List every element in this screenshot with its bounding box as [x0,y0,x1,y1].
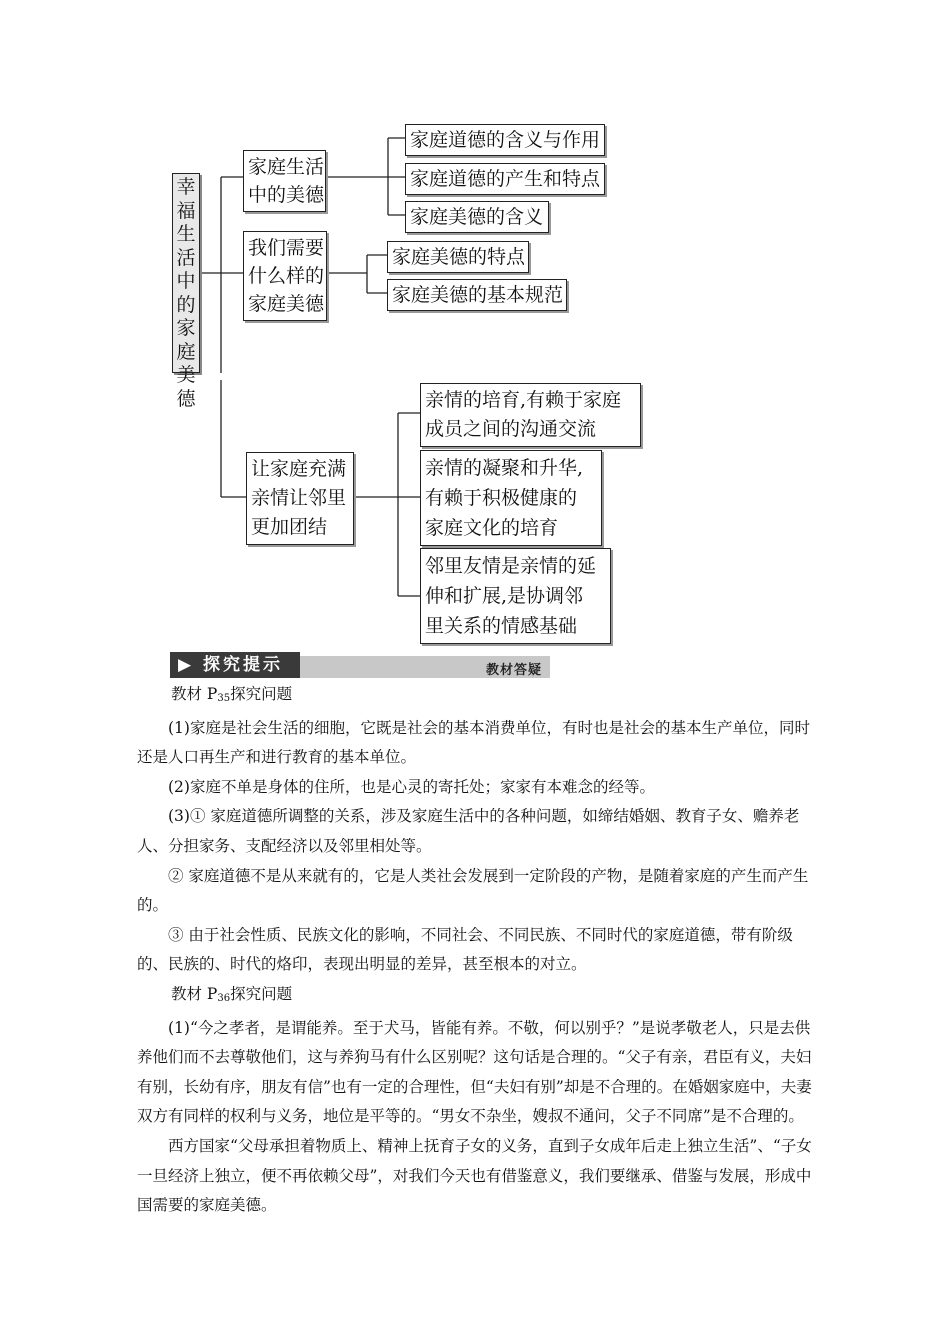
node-line: 亲情让邻里 [251,487,347,509]
root-char: 幸 [176,176,196,198]
paragraph: (3)① 家庭道德所调整的关系，涉及家庭生活中的各种问题，如缔结婚姻、教育子女、赡养老人、分担家务、支配经济以及邻里相处等。 [137,807,800,855]
leaf-text: 亲情的培育,有赖于家庭 [425,389,622,411]
node-line: 中的美德 [248,184,325,206]
leaf-text: 邻里友情是亲情的延 [425,555,597,577]
leaf-virtue-features [387,241,529,273]
leaf-text: 里关系的情感基础 [425,615,578,637]
paragraph: (2)家庭不单是身体的住所，也是心灵的寄托处；家家有本难念的经等。 [168,777,655,796]
leaf-text: 有赖于积极健康的 [425,487,578,509]
leaf-text: 伸和扩展,是协调邻 [425,585,584,607]
leaf-neighborly-friendship [420,548,611,644]
leaf-text: 家庭文化的培育 [425,517,559,539]
root-char: 活 [176,246,196,269]
root-char: 福 [176,199,196,222]
banner-bar [288,656,550,678]
banner-left-label: 探究提示 [203,655,283,675]
leaf-text: 家庭道德的产生和特点 [410,168,601,190]
root-char: 生 [176,223,196,245]
section1-title: 教材 $P_{35}$探究问题 [171,685,293,704]
leaf-text: 亲情的凝聚和升华, [425,457,584,479]
leaf-text: 家庭道德的含义与作用 [410,129,601,151]
root-char: 德 [176,387,196,410]
banner-left [170,652,300,678]
answer-text [137,680,817,1221]
root-char: 庭 [176,340,196,363]
leaf-affection-cultivation [420,383,641,447]
root-char: 美 [176,364,196,386]
paragraph: ③ 由于社会性质、民族文化的影响，不同社会、不同民族、不同时代的家庭道德，带有阶级的、民族的、时代的烙印，表现出明显的差异，甚至根本的对立。 [137,925,793,974]
paragraph: ② 家庭道德不是从来就有的，它是人类社会发展到一定阶段的产物，是随着家庭的产生而产生的。 [137,866,809,915]
leaf-virtue-norms [387,279,567,311]
leaf-text: 成员之间的沟通交流 [425,418,597,440]
leaf-text: 家庭美德的含义 [410,206,544,228]
triangle-icon: ▶ [178,655,195,675]
root-char: 中 [176,270,196,292]
leaf-virtue-meaning [405,201,549,233]
section2-title: 教材 $P_{36}$探究问题 [171,984,293,1004]
leaf-text: 家庭美德的特点 [392,246,526,268]
paragraph: (1)家庭是社会生活的细胞，它既是社会的基本消费单位，有时也是社会的基本生产单位，同时还是人口再生产和进行教育的基本单位。 [137,718,810,767]
leaf-moral-origin [405,163,605,195]
node-line: 更加团结 [251,516,328,538]
leaf-affection-sublimation [420,450,602,546]
branch-family-life-virtues [243,150,326,212]
node-line: 什么样的 [248,265,325,287]
banner-right-label: 教材答疑 [485,663,542,678]
node-line: 我们需要 [248,237,325,259]
branch-what-virtues [243,231,327,321]
mindmap-root [172,173,200,410]
paragraph: (1)“今之孝者，是谓能养。至于犬马，皆能有养。不敬，何以别乎？”是说孝敬老人，只是去供养他们而不去尊敬他们，这与养狗马有什么区别呢？这句话是合理的。“父子有亲，君臣有义，夫妇有别，长幼有序，朋友有信”也有一定的合理性，但“夫妇有别”却是不合理的。在婚姻家庭中，夫妻双方有同样的权利与义务，地位是平等的。“男女不杂坐，嫂叔不通问，父子不同席”是不合理的。 [137,1018,812,1126]
node-line: 家庭美德 [248,293,325,315]
leaf-moral-meaning [405,124,605,156]
paragraph: 西方国家“父母承担着物质上、精神上抚育子女的义务，直到子女成年后走上独立生活”、“子女一旦经济上独立，便不再依赖父母”，对我们今天也有借鉴意义，我们要继承、借鉴与发展，形成中国需要的家庭美德。 [137,1136,812,1215]
node-line: 家庭生活 [248,156,325,178]
section-banner [170,652,550,678]
root-char: 的 [176,293,196,316]
leaf-text: 家庭美德的基本规范 [392,284,564,306]
node-line: 让家庭充满 [251,458,347,480]
root-char: 家 [176,317,196,339]
branch-affection-neighbors [246,452,354,545]
